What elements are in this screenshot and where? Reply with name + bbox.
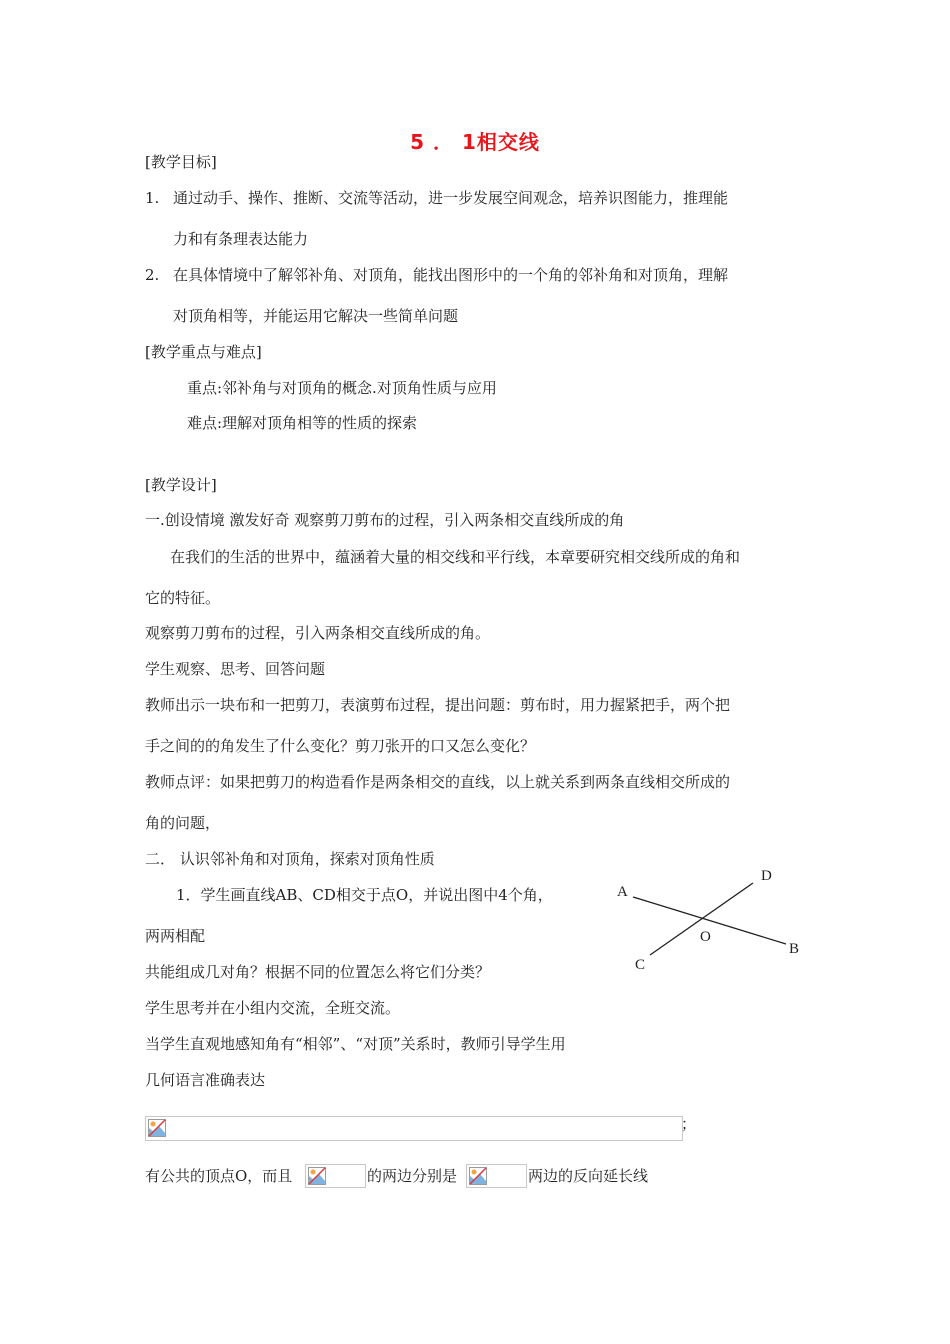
paragraph-4-line-2: 手之间的的角发生了什么变化？剪刀张开的口又怎么变化？: [145, 737, 536, 755]
design-heading: [教学设计]: [145, 476, 217, 494]
objectives-heading: [教学目标]: [145, 153, 217, 171]
paragraph-5-line-2: 角的问题，: [145, 814, 221, 832]
paragraph-5-line-1: 教师点评：如果把剪刀的构造看作是两条相交的直线，以上就关系到两条直线相交所成的: [145, 773, 731, 791]
intersecting-lines-figure: [600, 855, 820, 985]
objective-1-line-1: 通过动手、操作、推断、交流等活动，进一步发展空间观念，培养识图能力，推理能: [173, 189, 729, 207]
broken-image-icon: [148, 1119, 166, 1137]
last-line-part-3: 两边的反向延长线: [528, 1167, 649, 1185]
paragraph-4-line-1: 教师出示一块布和一把剪刀，表演剪布过程，提出问题：剪布时，用力握紧把手，两个把: [145, 696, 731, 714]
step-1-line-1: 1．学生画直线AB、CD相交于点O，并说出图中4个角，: [176, 886, 553, 904]
point-c-label: C: [635, 957, 646, 973]
step-1-line-3: 共能组成几对角？根据不同的位置怎么将它们分类？: [145, 963, 491, 981]
difficult-point: 难点:理解对顶角相等的性质的探索: [187, 414, 418, 432]
paragraph-1-line-1: 在我们的生活的世界中，蕴涵着大量的相交线和平行线，本章要研究相交线所成的角和: [170, 548, 741, 566]
point-a-label: A: [617, 884, 628, 900]
objective-1-number: 1.: [145, 189, 160, 207]
broken-image-icon: [469, 1167, 487, 1185]
paragraph-2: 观察剪刀剪布的过程，引入两条相交直线所成的角。: [145, 624, 491, 642]
inline-broken-image-1: [305, 1164, 366, 1188]
last-line-part-2: 的两边分别是: [367, 1167, 458, 1185]
point-d-label: D: [761, 868, 772, 884]
part-1-heading: 一.创设情境 激发好奇 观察剪刀剪布的过程，引入两条相交直线所成的角: [145, 511, 625, 529]
part-2-heading: 二． 认识邻补角和对顶角，探索对顶角性质: [145, 850, 435, 868]
objective-2-number: 2.: [145, 266, 160, 284]
paragraph-7-line-2: 几何语言准确表达: [145, 1071, 266, 1089]
last-line-part-1: 有公共的顶点O，而且: [145, 1167, 293, 1185]
paragraph-1-line-2: 它的特征。: [145, 589, 221, 607]
point-o-label: O: [700, 929, 711, 945]
semicolon: ；: [681, 1115, 697, 1133]
paragraph-7-line-1: 当学生直观地感知角有“相邻”、“对顶”关系时，教师引导学生用: [145, 1035, 566, 1053]
inline-broken-image-2: [466, 1164, 527, 1188]
page-title: 5 ． 1相交线: [410, 130, 540, 154]
key-points-heading: [教学重点与难点]: [145, 343, 262, 361]
objective-2-line-2: 对顶角相等，并能运用它解决一些简单问题: [173, 307, 459, 325]
point-b-label: B: [789, 941, 800, 957]
paragraph-6: 学生思考并在小组内交流，全班交流。: [145, 999, 401, 1017]
objective-1-line-2: 力和有条理表达能力: [173, 230, 309, 248]
key-point: 重点:邻补角与对顶角的概念.对顶角性质与应用: [187, 379, 497, 397]
step-1-line-2: 两两相配: [145, 927, 206, 945]
broken-image-placeholder: [145, 1116, 683, 1141]
objective-2-line-1: 在具体情境中了解邻补角、对顶角，能找出图形中的一个角的邻补角和对顶角，理解: [173, 266, 729, 284]
paragraph-3: 学生观察、思考、回答问题: [145, 660, 326, 678]
broken-image-icon: [308, 1167, 326, 1185]
